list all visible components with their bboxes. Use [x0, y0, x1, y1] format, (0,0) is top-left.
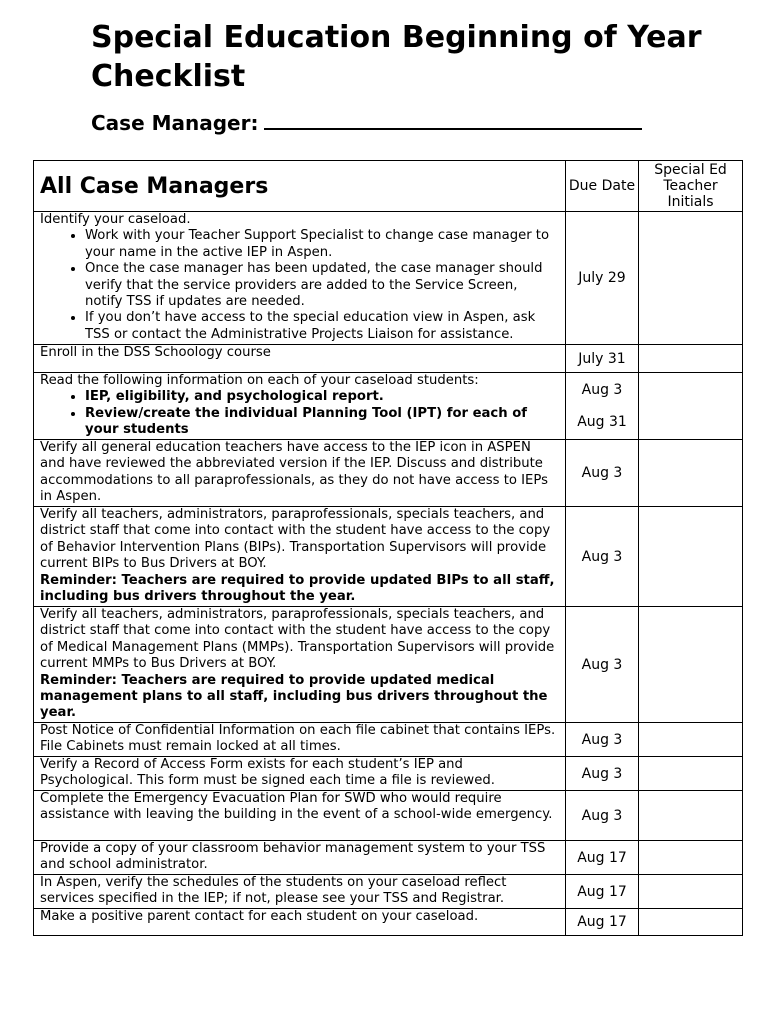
list-item: • If you don’t have access to the special education view in Aspen, ask TSS or contact the Administrative Projects Liaison for assistance.	[85, 310, 559, 343]
due-date-cell: Aug 17	[566, 909, 639, 936]
task-cell	[34, 373, 566, 440]
initials-cell[interactable]	[639, 757, 743, 791]
due-date-cell: July 29	[566, 212, 639, 345]
initials-cell[interactable]	[639, 607, 743, 723]
task-intro: Read the following information on each of your caseload students:	[40, 373, 479, 388]
table-row	[34, 507, 743, 607]
table-row	[34, 909, 743, 936]
initials-cell[interactable]	[639, 345, 743, 373]
due-date-cell: Aug 3	[566, 607, 639, 723]
initials-cell[interactable]	[639, 373, 743, 440]
table-row	[34, 875, 743, 909]
due-date-primary: Aug 3	[581, 382, 623, 398]
due-date-cell: July 31	[566, 345, 639, 373]
due-date-cell: Aug 17	[566, 841, 639, 875]
initials-cell[interactable]	[639, 723, 743, 757]
task-text: Verify all teachers, administrators, paraprofessionals, specials teachers, and district staff that come into contact with the student have access to the copy of Medical Management Plans (MMPs). Transportation Supervisors will provide current MMPs to Bus Drivers at BOY.	[40, 607, 555, 672]
initials-cell[interactable]	[639, 212, 743, 345]
table-row	[34, 440, 743, 507]
task-intro: Identify your caseload.	[40, 212, 191, 227]
task-cell: Make a positive parent contact for each student on your caseload.	[34, 909, 566, 936]
due-date-header: Due Date	[566, 161, 639, 212]
table-row	[34, 723, 743, 757]
task-reminder: Reminder: Teachers are required to provide updated BIPs to all staff, including bus drivers throughout the year.	[40, 572, 555, 605]
due-date-secondary: Aug 31	[577, 414, 627, 430]
list-item: • IEP, eligibility, and psychological report.	[85, 389, 559, 405]
due-date-cell: Aug 3	[566, 791, 639, 841]
task-text: Verify all teachers, administrators, paraprofessionals, specials teachers, and district staff that come into contact with the student have access to the copy of Behavior Intervention Plans (BIPs). Transportation Supervisors will provide current BIPs to Bus Drivers at BOY.	[40, 507, 551, 572]
page-title: Special Education Beginning of Year Checklist	[91, 20, 702, 94]
initials-cell[interactable]	[639, 875, 743, 909]
initials-header: Special Ed Teacher Initials	[639, 161, 743, 212]
initials-cell[interactable]	[639, 909, 743, 936]
task-cell: In Aspen, verify the schedules of the students on your caseload reflect services specified in the IEP; if not, please see your TSS and Registrar.	[34, 875, 566, 909]
due-date-cell	[566, 373, 639, 440]
initials-cell[interactable]	[639, 841, 743, 875]
table-row	[34, 373, 743, 440]
due-date-cell: Aug 3	[566, 507, 639, 607]
task-cell	[34, 607, 566, 723]
due-date-cell: Aug 3	[566, 440, 639, 507]
task-cell	[34, 507, 566, 607]
initials-cell[interactable]	[639, 791, 743, 841]
task-cell: Complete the Emergency Evacuation Plan for SWD who would require assistance with leaving the building in the event of a school-wide emergency.	[34, 791, 566, 841]
table-row	[34, 345, 743, 373]
checklist-table	[33, 160, 743, 936]
list-item: • Once the case manager has been updated, the case manager should verify that the service providers are added to the Service Screen, notify TSS if updates are needed.	[85, 261, 559, 310]
list-item: • Work with your Teacher Support Specialist to change case manager to your name in the active IEP in Aspen.	[85, 228, 559, 261]
table-row	[34, 791, 743, 841]
due-date-cell: Aug 17	[566, 875, 639, 909]
list-item: • Review/create the individual Planning Tool (IPT) for each of your students	[85, 406, 559, 439]
due-date-cell: Aug 3	[566, 723, 639, 757]
task-cell: Verify a Record of Access Form exists for each student’s IEP and Psychological. This form must be signed each time a file is reviewed.	[34, 757, 566, 791]
table-row	[34, 212, 743, 345]
task-cell	[34, 212, 566, 345]
task-reminder: Reminder: Teachers are required to provide updated medical management plans to all staff, including bus drivers throughout the year.	[40, 672, 548, 721]
table-row	[34, 757, 743, 791]
task-cell: Verify all general education teachers have access to the IEP icon in ASPEN and have reviewed the abbreviated version if the IEP. Discuss and distribute accommodations to all paraprofessionals, as they do not have access to IEPs in Aspen.	[34, 440, 566, 507]
case-manager-label: Case Manager:	[91, 111, 259, 135]
table-row	[34, 841, 743, 875]
task-cell: Provide a copy of your classroom behavior management system to your TSS and school administrator.	[34, 841, 566, 875]
task-cell: Post Notice of Confidential Information on each file cabinet that contains IEPs. File Cabinets must remain locked at all times.	[34, 723, 566, 757]
initials-cell[interactable]	[639, 507, 743, 607]
task-cell: Enroll in the DSS Schoology course	[34, 345, 566, 373]
initials-cell[interactable]	[639, 440, 743, 507]
case-manager-line	[91, 108, 642, 135]
table-row	[34, 607, 743, 723]
task-bullets	[40, 228, 559, 343]
task-bullets	[40, 389, 559, 438]
section-header: All Case Managers	[34, 161, 566, 212]
case-manager-blank[interactable]	[264, 108, 642, 130]
due-date-cell: Aug 3	[566, 757, 639, 791]
table-header-row	[34, 161, 743, 212]
